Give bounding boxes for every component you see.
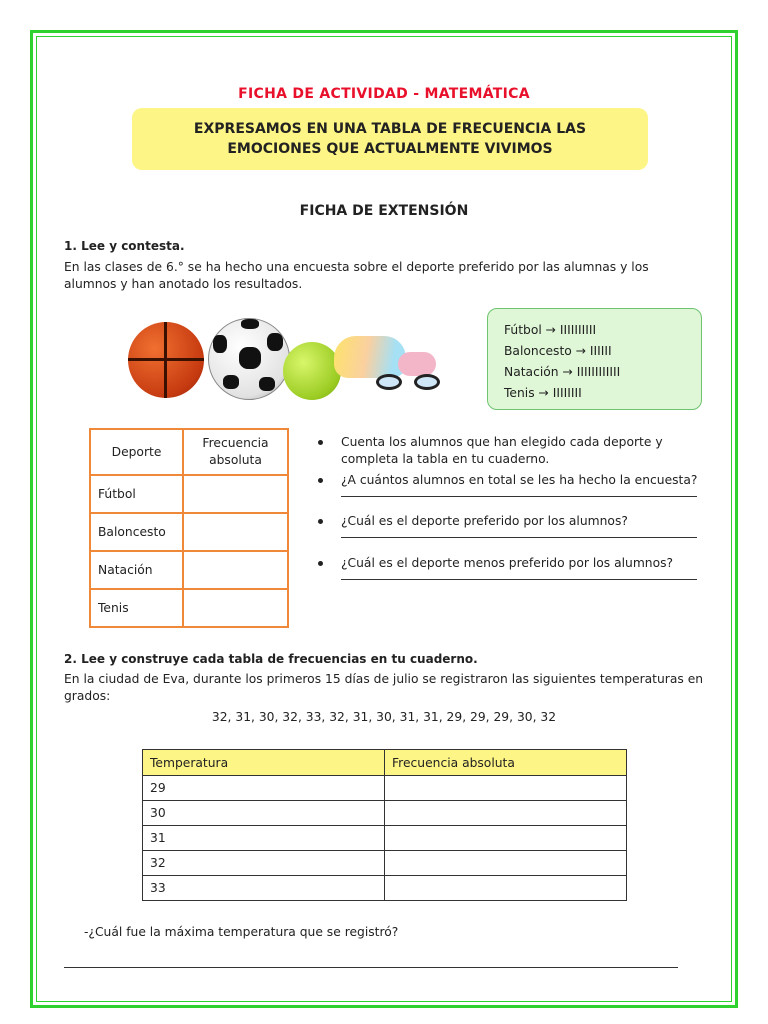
sports-frequency-table [89, 428, 289, 628]
tennis-ball-image [283, 342, 341, 400]
subtitle-line-2: EMOCIONES QUE ACTUALMENTE VIVIMOS [227, 141, 553, 157]
question-2-text: En la ciudad de Eva, durante los primeros 15 días de julio se registraron las siguientes temperaturas en grados: [64, 672, 704, 703]
bullet-icon [318, 478, 323, 483]
temperature-values: 32, 31, 30, 32, 33, 32, 31, 30, 31, 31, 29, 29, 29, 30, 32 [211, 710, 557, 724]
cell-sport: Tenis [90, 589, 183, 627]
table-header-row [90, 429, 288, 475]
cell-frequency-input[interactable] [385, 801, 627, 826]
bullet-item: ¿Cuál es el deporte preferido por los alumnos? [318, 513, 703, 538]
table-row [143, 776, 627, 801]
cell-frequency-input[interactable] [183, 513, 288, 551]
answer-line[interactable] [341, 579, 697, 580]
final-question: -¿Cuál fue la máxima temperatura que se registró? [84, 925, 399, 939]
section-title: FICHA DE EXTENSIÓN [299, 203, 469, 219]
cell-temperature: 33 [143, 876, 385, 901]
worksheet-title: FICHA DE ACTIVIDAD - MATEMÁTICA [238, 86, 530, 102]
header-temperatura: Temperatura [143, 750, 385, 776]
sports-balls-illustration [128, 312, 464, 404]
cell-temperature: 29 [143, 776, 385, 801]
bullet-item: ¿Cuál es el deporte menos preferido por los alumnos? [318, 555, 703, 580]
table-row [143, 876, 627, 901]
legend-item-natacion: Natación → IIIIIIIIIIII [504, 365, 621, 379]
bullet-item: Cuenta los alumnos que han elegido cada deporte y completa la tabla en tu cuaderno. [318, 434, 703, 468]
cell-frequency-input[interactable] [385, 826, 627, 851]
answer-line[interactable] [341, 537, 697, 538]
table-header-row [143, 750, 627, 776]
cell-frequency-input[interactable] [385, 876, 627, 901]
cell-frequency-input[interactable] [385, 851, 627, 876]
cell-temperature: 32 [143, 851, 385, 876]
table-row [90, 589, 288, 627]
legend-item-tenis: Tenis → IIIIIIII [504, 386, 582, 400]
swim-cap-image [398, 352, 436, 376]
cell-frequency-input[interactable] [183, 551, 288, 589]
cell-frequency-input[interactable] [385, 776, 627, 801]
swim-towel-image [334, 336, 406, 378]
final-answer-line[interactable] [64, 967, 678, 968]
goggles-right-image [414, 374, 440, 390]
bullet-icon [318, 440, 323, 445]
table-row [90, 513, 288, 551]
cell-sport: Baloncesto [90, 513, 183, 551]
bullet-item: ¿A cuántos alumnos en total se les ha hecho la encuesta? [318, 472, 703, 497]
cell-frequency-input[interactable] [183, 475, 288, 513]
bullet-icon [318, 519, 323, 524]
question-1-text: En las clases de 6.° se ha hecho una encuesta sobre el deporte preferido por las alumnas y los alumnos y han anotado los resultados. [64, 260, 649, 291]
cell-frequency-input[interactable] [183, 589, 288, 627]
header-frecuencia: Frecuencia absoluta [183, 429, 288, 475]
cell-temperature: 30 [143, 801, 385, 826]
table-row [90, 551, 288, 589]
header-frecuencia-absoluta: Frecuencia absoluta [385, 750, 627, 776]
question-1-heading: 1. Lee y contesta. [64, 239, 185, 253]
basketball-image [128, 322, 204, 398]
question-2-heading: 2. Lee y construye cada tabla de frecuencias en tu cuaderno. [64, 652, 478, 666]
cell-sport: Fútbol [90, 475, 183, 513]
cell-temperature: 31 [143, 826, 385, 851]
legend-item-baloncesto: Baloncesto → IIIIII [504, 344, 612, 358]
goggles-left-image [376, 374, 402, 390]
table-row [143, 801, 627, 826]
table-row [143, 851, 627, 876]
table-row [143, 826, 627, 851]
temperature-frequency-table [142, 749, 627, 901]
subtitle-line-1: EXPRESAMOS EN UNA TABLA DE FRECUENCIA LAS [193, 121, 587, 137]
soccer-ball-image [208, 318, 290, 400]
cell-sport: Natación [90, 551, 183, 589]
subtitle-box [132, 108, 648, 170]
table-row [90, 475, 288, 513]
header-deporte: Deporte [90, 429, 183, 475]
survey-results-box [487, 308, 702, 410]
answer-line[interactable] [341, 496, 697, 497]
bullet-icon [318, 561, 323, 566]
legend-item-futbol: Fútbol → IIIIIIIIII [504, 323, 597, 337]
